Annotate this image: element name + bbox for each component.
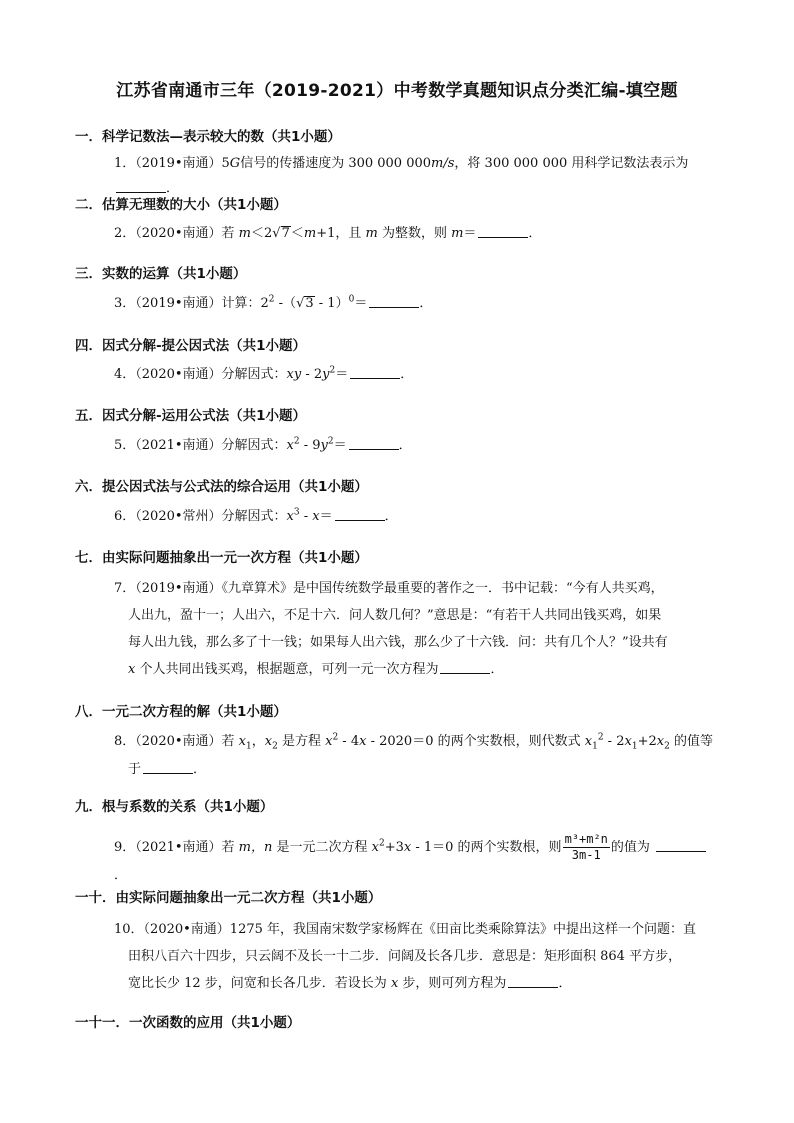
answer-blank[interactable] <box>143 761 193 774</box>
section-heading: 一．科学记数法—表示较大的数（共1小题） <box>75 129 341 145</box>
section-heading: 六．提公因式法与公式法的综合运用（共1小题） <box>75 479 368 495</box>
section-heading: 五．因式分解-运用公式法（共1小题） <box>75 408 306 424</box>
question-2: 2．（2020•南通）若 m＜2√7＜m+1，且 m 为整数，则 m＝ ． <box>114 226 542 241</box>
question-10-line: 宽比长少 12 步，问宽和长各几步．若设长为 x 步，则可列方程为 ． <box>128 976 572 991</box>
question-8-line: 于 ． <box>128 762 207 777</box>
question-8: 8．（2020•南通）若 $x_1$，$x_2$ 是方程 $x^2 - 4x - 2020=0$ 的两个实数根，则代数式 $x_1^2 - 2x_1+2x_2$ 的值等 <box>114 732 713 752</box>
answer-blank[interactable] <box>369 295 419 308</box>
question-7: 7．（2019•南通）《九章算术》是中国传统数学最重要的著作之一．书中记载：“今有人共买鸡， <box>114 581 664 596</box>
answer-blank[interactable] <box>350 366 400 379</box>
sqrt-symbol: √ <box>272 226 281 241</box>
section-heading: 四．因式分解-提公因式法（共1小题） <box>75 338 306 354</box>
section-heading: 三．实数的运算（共1小题） <box>75 266 247 282</box>
question-5: 5．（2021•南通）分解因式：$x^2 - 9y^2=$ ． <box>114 436 412 453</box>
question-4: 4．（2020•南通）分解因式：xy - $2y^2=$ ． <box>114 365 414 382</box>
question-9: 9．（2021•南通）若 m，n 是一元二次方程 $x^2+3x - 1=0$ 的两个实数根，则 $\frac{\text{m³+m²n}}{3m-1}$ 的值为 ． <box>114 832 716 888</box>
answer-blank[interactable] <box>440 661 490 674</box>
question-3: 3．（2019•南通）计算：$2^2$ -（√3 - 1）$^0$＝ ． <box>114 294 433 311</box>
answer-blank[interactable] <box>349 437 399 450</box>
question-7-line: x 个人共同出钱买鸡，根据题意，可列一元一次方程为 ． <box>128 662 504 677</box>
sqrt-symbol: √ <box>296 296 305 311</box>
question-7-line: 每人出九钱，那么多了十一钱；如果每人出六钱，那么少了十六钱．问：共有几个人？”设共有 <box>128 635 668 650</box>
section-heading: 一十．由实际问题抽象出一元二次方程（共1小题） <box>75 890 382 906</box>
question-6: 6．（2020•常州）分解因式：$x^3 - x=$ ． <box>114 507 398 524</box>
fraction: $\frac{\text{m³+m²n}}{3m-1}$ <box>564 832 608 862</box>
answer-blank[interactable] <box>335 508 385 521</box>
page-title: 江苏省南通市三年（2019-2021）中考数学真题知识点分类汇编-填空题 <box>116 81 678 101</box>
section-heading: 二．估算无理数的大小（共1小题） <box>75 197 287 213</box>
answer-blank[interactable] <box>656 839 706 852</box>
section-heading: 八．一元二次方程的解（共1小题） <box>75 704 287 720</box>
section-heading: 九．根与系数的关系（共1小题） <box>75 799 274 815</box>
answer-blank[interactable] <box>508 975 558 988</box>
answer-blank[interactable] <box>116 180 166 193</box>
question-10-line: 田积八百六十四步，只云阔不及长一十二步．问阔及长各几步．意思是：矩形面积 864 平方步， <box>128 949 682 964</box>
section-heading: 七．由实际问题抽象出一元一次方程（共1小题） <box>75 550 368 566</box>
answer-blank[interactable] <box>478 225 528 238</box>
question-7-line: 人出九，盈十一；人出六，不足十六．问人数几何？”意思是：“有若干人共同出钱买鸡，如果 <box>128 608 662 623</box>
question-1: 1．（2019•南通）5G信号的传播速度为 300 000 000m/s，将 300 000 000 用科学记数法表示为． <box>114 156 689 196</box>
question-10: 10．（2020•南通）1275 年，我国南宋数学家杨辉在《田亩比类乘除算法》中提出这样一个问题：直 <box>114 922 697 937</box>
section-heading: 一十一．一次函数的应用（共1小题） <box>75 1015 301 1031</box>
